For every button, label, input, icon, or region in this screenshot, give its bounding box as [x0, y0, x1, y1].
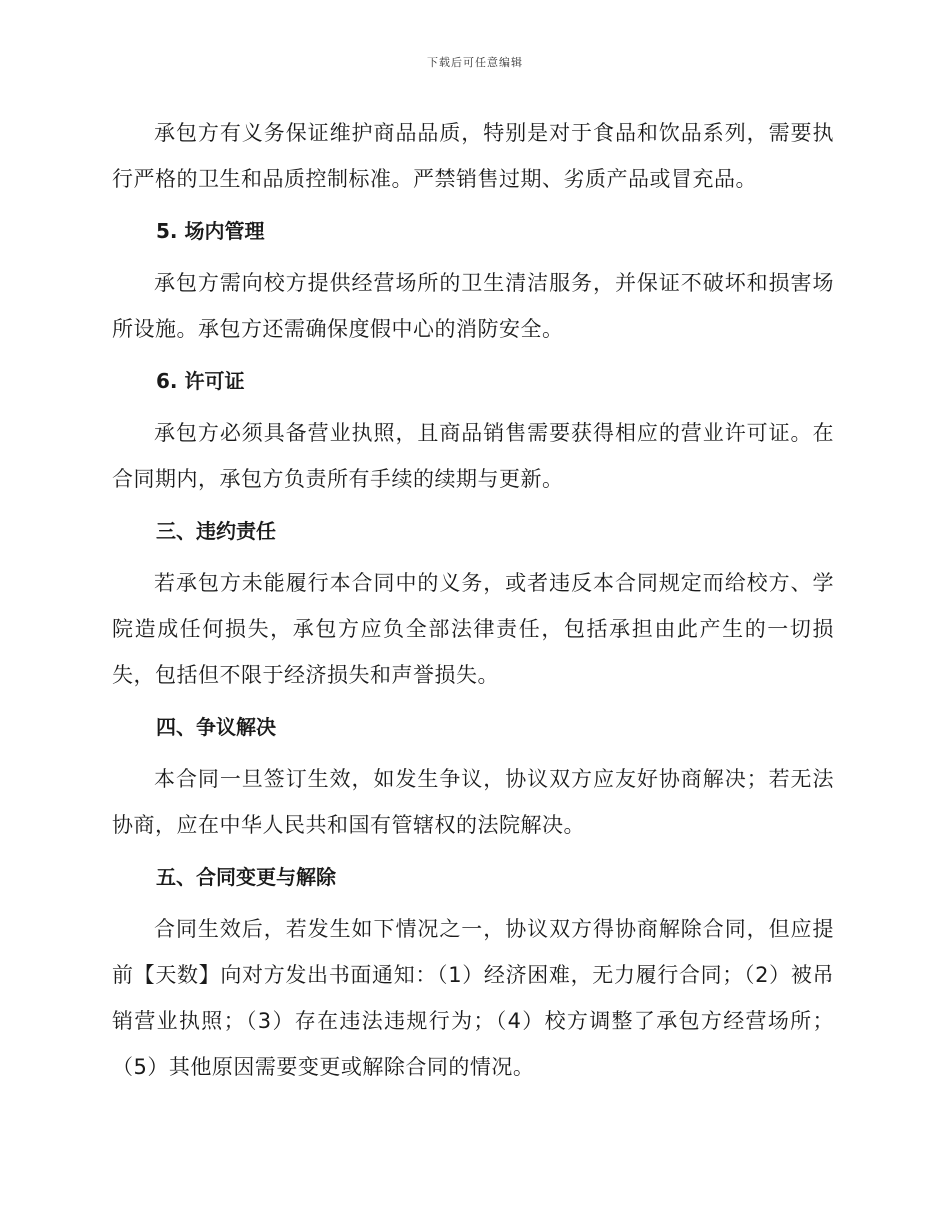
paragraph-contract-change: 合同生效后，若发生如下情况之一，协议双方得协商解除合同，但应提前【天数】向对方发出书面通知：（1）经济困难，无力履行合同；（2）被吊销营业执照；（3）存在违法违规行为；（4）校方调整了承包方经营场所；（5）其他原因需要变更或解除合同的情况。: [112, 917, 834, 1079]
paragraph-license: 承包方必须具备营业执照，且商品销售需要获得相应的营业许可证。在合同期内，承包方负责所有手续的续期与更新。: [112, 421, 834, 491]
paragraph-venue-management: 承包方需向校方提供经营场所的卫生清洁服务，并保证不破坏和损害场所设施。承包方还需确保度假中心的消防安全。: [112, 271, 834, 341]
heading-license: 6. 许可证: [156, 369, 245, 393]
heading-venue-management: 5. 场内管理: [156, 219, 265, 243]
heading-breach-liability: 三、违约责任: [156, 519, 276, 543]
heading-contract-change: 五、合同变更与解除: [156, 865, 336, 889]
heading-dispute-resolution: 四、争议解决: [156, 715, 276, 739]
paragraph-product-quality: 承包方有义务保证维护商品品质，特别是对于食品和饮品系列，需要执行严格的卫生和品质控制标准。严禁销售过期、劣质产品或冒充品。: [112, 121, 834, 191]
paragraph-dispute-resolution: 本合同一旦签订生效，如发生争议，协议双方应友好协商解决；若无法协商，应在中华人民共和国有管辖权的法院解决。: [112, 767, 834, 837]
page-header-note: 下载后可任意编辑: [427, 56, 523, 69]
document-body: [112, 110, 834, 1090]
paragraph-breach-liability: 若承包方未能履行本合同中的义务，或者违反本合同规定而给校方、学院造成任何损失，承包方应负全部法律责任，包括承担由此产生的一切损失，包括但不限于经济损失和声誉损失。: [112, 571, 834, 687]
